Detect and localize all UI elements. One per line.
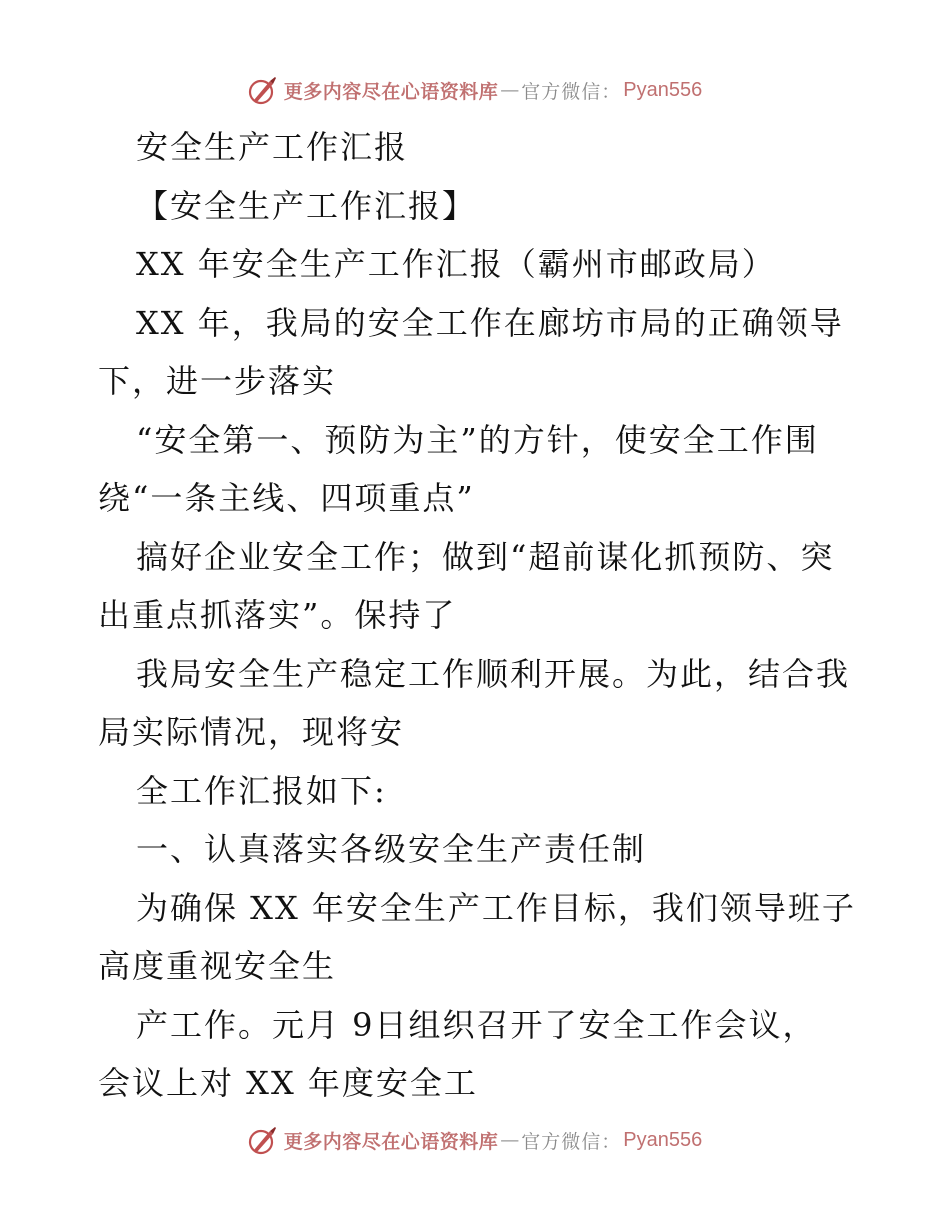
document-line: 绕“一条主线、四项重点”	[98, 479, 475, 517]
watermark-wechat-id: Pyan556	[623, 1128, 703, 1151]
document-line: 我局安全生产稳定工作顺利开展。为此，结合我	[136, 654, 851, 693]
document-line: XX 年安全生产工作汇报（霸州市邮政局）	[136, 245, 776, 283]
watermark-dash: —	[500, 1129, 520, 1151]
document-line: 高度重视安全生	[98, 947, 337, 985]
document-heading: 【安全生产工作汇报】	[136, 186, 477, 225]
document-line: 下，进一步落实	[98, 362, 337, 400]
document-line: 会议上对 XX 年度安全工	[98, 1064, 478, 1102]
watermark-wechat-label: 官方微信：	[521, 80, 622, 103]
watermark-wechat-id: Pyan556	[623, 78, 703, 101]
document-line: “安全第一、预防为主”的方针，使安全工作围	[136, 420, 819, 459]
document-line: 产工作。元月 9日组织召开了安全工作会议，	[136, 1005, 817, 1044]
document-line: XX 年，我局的安全工作在廊坊市局的正确领导	[136, 303, 844, 342]
footer-watermark	[0, 1120, 950, 1160]
watermark-lead-text: 更多内容尽在心语资料库	[283, 80, 499, 103]
document-line: 搞好企业安全工作；做到“超前谋化抓预防、突	[136, 537, 835, 576]
document-line: 全工作汇报如下:	[136, 771, 387, 810]
document-line: 局实际情况，现将安	[98, 713, 405, 751]
header-watermark	[0, 70, 950, 110]
quill-pen-logo-icon	[248, 75, 278, 105]
watermark-lead-text: 更多内容尽在心语资料库	[283, 1130, 499, 1153]
watermark-wechat-label: 官方微信：	[521, 1130, 622, 1153]
section-heading: 一、认真落实各级安全生产责任制	[136, 830, 647, 868]
document-title: 安全生产工作汇报	[136, 128, 409, 166]
document-line: 出重点抓落实”。保持了	[98, 596, 457, 634]
quill-pen-logo-icon	[248, 1125, 278, 1155]
document-line: 为确保 XX 年安全生产工作目标，我们领导班子	[136, 888, 856, 927]
document-body	[98, 122, 868, 1117]
watermark-dash: —	[500, 79, 520, 101]
